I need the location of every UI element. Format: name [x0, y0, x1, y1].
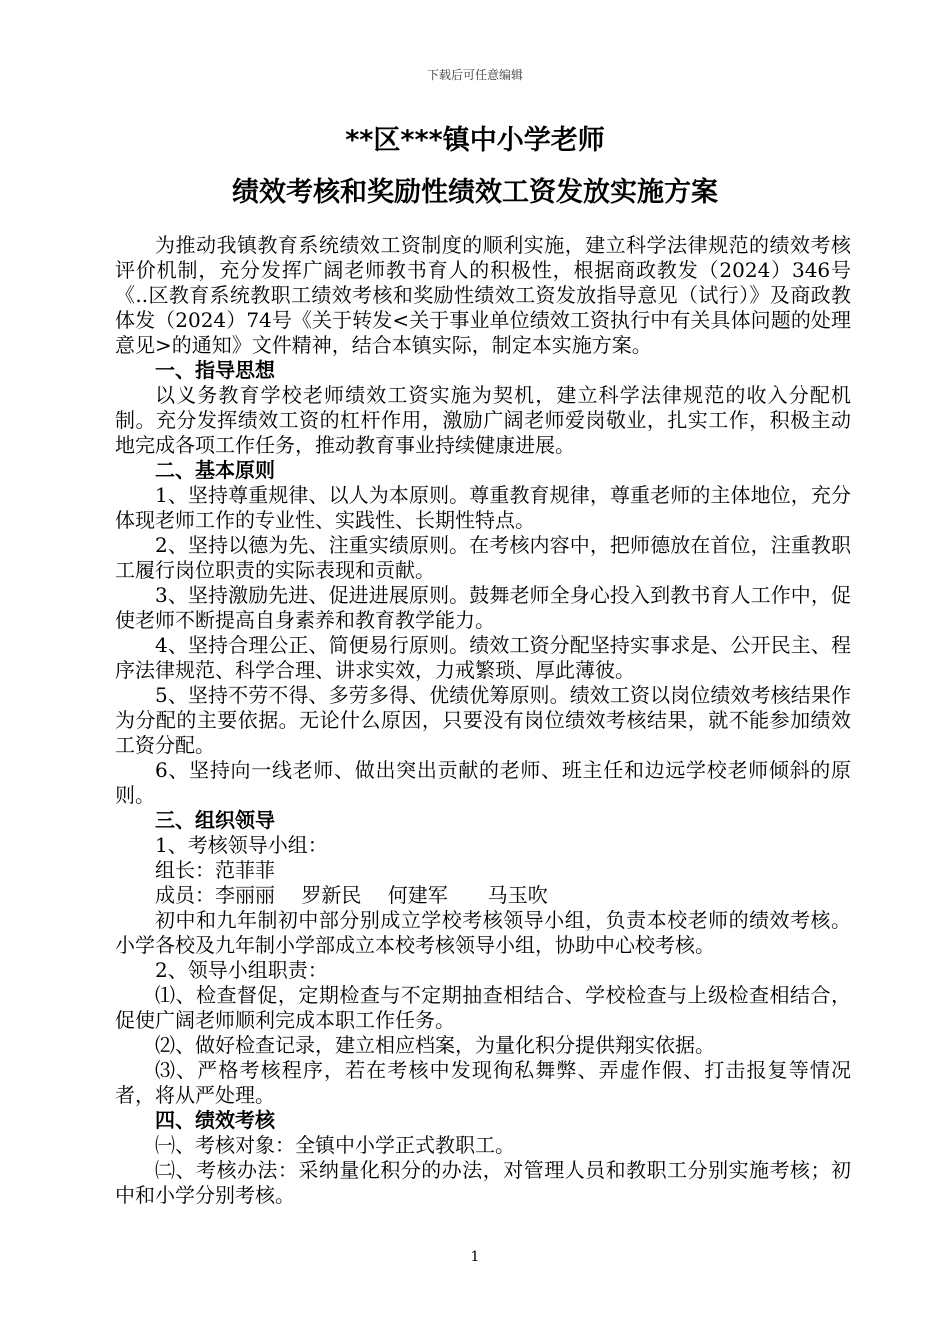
body-paragraph: ㈠、考核对象：全镇中小学正式教职工。 [155, 1133, 515, 1157]
body-paragraph: 成员：李丽丽 罗新民 何建军 马玉吹 [155, 883, 548, 907]
body-paragraph: 2、领导小组职责： [155, 958, 328, 982]
section-heading: 三、组织领导 [155, 808, 275, 832]
body-paragraph: 5、坚持不劳不得、多劳多得、优绩优筹原则。绩效工资以岗位绩效考核结果作为分配的主要依据。无论什么原因，只要没有岗位绩效考核结果，就不能参加绩效工资分配。 [115, 683, 851, 757]
document-body [115, 233, 851, 1208]
body-paragraph: ⑶、严格考核程序，若在考核中发现徇私舞弊、弄虚作假、打击报复等情况者，将从严处理。 [115, 1058, 851, 1107]
section-heading: 二、基本原则 [155, 458, 275, 482]
document-title-line-2: 绩效考核和奖励性绩效工资发放实施方案 [232, 177, 718, 208]
body-paragraph: 2、坚持以德为先、注重实绩原则。在考核内容中，把师德放在首位，注重教职工履行岗位职责的实际表现和贡献。 [115, 533, 851, 582]
section-heading: 四、绩效考核 [155, 1108, 275, 1132]
body-paragraph: 初中和九年制初中部分别成立学校考核领导小组，负责本校老师的绩效考核。小学各校及九年制小学部成立本校考核领导小组，协助中心校考核。 [115, 908, 851, 957]
body-paragraph: ㈡、考核办法：采纳量化积分的办法，对管理人员和教职工分别实施考核；初中和小学分别考核。 [115, 1158, 851, 1207]
body-paragraph: 组长：范菲菲 [155, 858, 275, 882]
body-paragraph: 4、坚持合理公正、简便易行原则。绩效工资分配坚持实事求是、公开民主、程序法律规范、科学合理、讲求实效，力戒繁琐、厚此薄彼。 [115, 633, 851, 682]
body-paragraph: ⑵、做好检查记录，建立相应档案，为量化积分提供翔实依据。 [155, 1033, 715, 1057]
body-paragraph: 以义务教育学校老师绩效工资实施为契机，建立科学法律规范的收入分配机制。充分发挥绩效工资的杠杆作用，激励广阔老师爱岗敬业，扎实工作，积极主动地完成各项工作任务，推动教育事业持续健康进展。 [115, 383, 851, 457]
body-paragraph: 3、坚持激励先进、促进进展原则。鼓舞老师全身心投入到教书育人工作中，促使老师不断提高自身素养和教育教学能力。 [115, 583, 851, 632]
body-paragraph: ⑴、检查督促，定期检查与不定期抽查相结合、学校检查与上级检查相结合，促使广阔老师顺利完成本职工作任务。 [115, 983, 851, 1032]
section-heading: 一、指导思想 [155, 358, 275, 382]
body-paragraph: 6、坚持向一线老师、做出突出贡献的老师、班主任和边远学校老师倾斜的原则。 [115, 758, 851, 807]
page-header: 下载后可任意编辑 [426, 68, 523, 82]
page-number: 1 [470, 1249, 480, 1265]
body-paragraph: 1、考核领导小组： [155, 833, 328, 857]
body-paragraph: 1、坚持尊重规律、以人为本原则。尊重教育规律，尊重老师的主体地位，充分体现老师工作的专业性、实践性、长期性特点。 [115, 483, 851, 532]
document-title-line-1: **区***镇中小学老师 [345, 125, 605, 156]
body-paragraph: 为推动我镇教育系统绩效工资制度的顺利实施，建立科学法律规范的绩效考核评价机制，充分发挥广阔老师教书育人的积极性，根据商政教发（2024）346号《..区教育系统教职工绩效考核和奖励性绩效工资发放指导意见（试行）》及商政教体发（2024）74号《关于转发<关于事业单位绩效工资执行中有关具体问题的处理意见>的通知》文件精神，结合本镇实际，制定本实施方案。 [115, 233, 851, 357]
